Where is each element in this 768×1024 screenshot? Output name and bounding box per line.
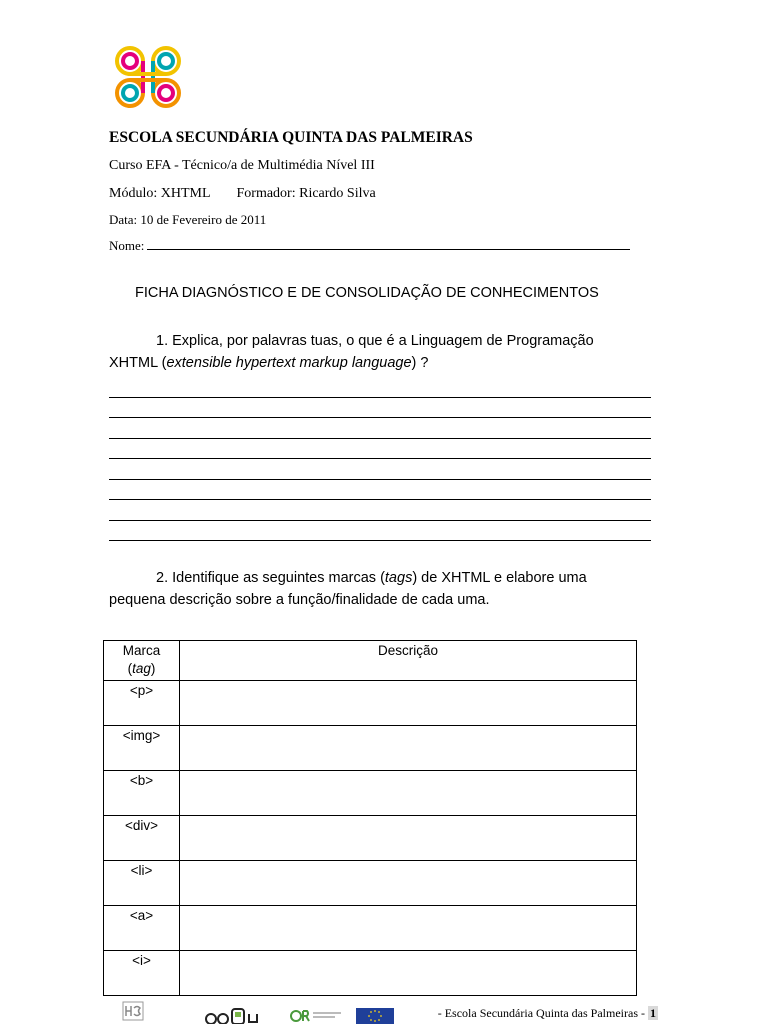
table-row xyxy=(104,951,637,996)
qren-logo-icon xyxy=(290,1008,344,1024)
col-tag-header-italic: tag xyxy=(132,661,151,676)
description-cell[interactable] xyxy=(180,906,637,951)
tag-cell: <i> xyxy=(104,951,180,996)
description-cell[interactable] xyxy=(180,951,637,996)
footer-text: - Escola Secundária Quinta das Palmeiras - xyxy=(437,1006,645,1020)
tag-cell: <p> xyxy=(104,681,180,726)
table-header-row xyxy=(104,641,637,681)
q1-italic: extensible hypertext markup language xyxy=(166,355,412,371)
question-1-answer-lines xyxy=(109,377,651,541)
answer-line[interactable] xyxy=(109,480,651,501)
q2-italic: tags xyxy=(384,570,413,586)
question-1-line-1: 1. Explica, por palavras tuas, o que é a Linguagem de Programação xyxy=(156,333,594,349)
answer-line[interactable] xyxy=(109,521,651,542)
school-name: ESCOLA SECUNDÁRIA QUINTA DAS PALMEIRAS xyxy=(109,129,473,146)
answer-line[interactable] xyxy=(109,418,651,439)
name-blank-line[interactable] xyxy=(147,237,630,250)
school-logo-icon xyxy=(110,44,186,110)
q2-suffix: ) de XHTML e elabore uma xyxy=(412,570,587,586)
prodep-logo-icon xyxy=(202,1006,262,1024)
description-cell[interactable] xyxy=(180,681,637,726)
question-2-line-1 xyxy=(156,570,587,586)
description-cell[interactable] xyxy=(180,816,637,861)
name-line xyxy=(109,237,630,254)
table-row xyxy=(104,906,637,951)
answer-line[interactable] xyxy=(109,398,651,419)
worksheet-title: FICHA DIAGNÓSTICO E DE CONSOLIDAÇÃO DE CONHECIMENTOS xyxy=(135,285,599,301)
date-line: Data: 10 de Fevereiro de 2011 xyxy=(109,212,267,227)
table-row xyxy=(104,726,637,771)
table-row xyxy=(104,771,637,816)
col-tag-header: Marca (tag) xyxy=(104,641,180,681)
question-1-line-2 xyxy=(109,355,428,371)
name-label: Nome: xyxy=(109,238,145,253)
tag-cell: <a> xyxy=(104,906,180,951)
footer-logos xyxy=(112,998,402,1024)
page-number: 1 xyxy=(650,1006,656,1020)
tag-cell: <li> xyxy=(104,861,180,906)
col-description-header: Descrição xyxy=(180,641,637,681)
eu-flag-icon xyxy=(356,1008,394,1024)
answer-line[interactable] xyxy=(109,459,651,480)
answer-line[interactable] xyxy=(109,500,651,521)
table-row xyxy=(104,861,637,906)
description-cell[interactable] xyxy=(180,771,637,816)
table-row xyxy=(104,816,637,861)
answer-line[interactable] xyxy=(109,377,651,398)
tag-cell: <b> xyxy=(104,771,180,816)
trainer-label: Formador: Ricardo Silva xyxy=(236,186,376,201)
q2-prefix: 2. Identifique as seguintes marcas ( xyxy=(156,570,385,586)
tag-cell: <div> xyxy=(104,816,180,861)
course-name: Curso EFA - Técnico/a de Multimédia Nível III xyxy=(109,158,375,173)
hs-logo-icon xyxy=(120,1000,146,1022)
answer-line[interactable] xyxy=(109,439,651,460)
col-tag-header-label: Marca xyxy=(122,643,161,658)
tags-table xyxy=(103,640,637,996)
question-2-line-2: pequena descrição sobre a função/finalidade de cada uma. xyxy=(109,592,490,608)
table-row xyxy=(104,681,637,726)
description-cell[interactable] xyxy=(180,726,637,771)
description-cell[interactable] xyxy=(180,861,637,906)
q1-prefix: XHTML ( xyxy=(109,355,167,371)
footer xyxy=(438,1006,658,1021)
q1-suffix: ) ? xyxy=(411,355,429,371)
tag-cell: <img> xyxy=(104,726,180,771)
module-label: Módulo: XHTML xyxy=(109,186,211,201)
module-line xyxy=(109,186,376,202)
